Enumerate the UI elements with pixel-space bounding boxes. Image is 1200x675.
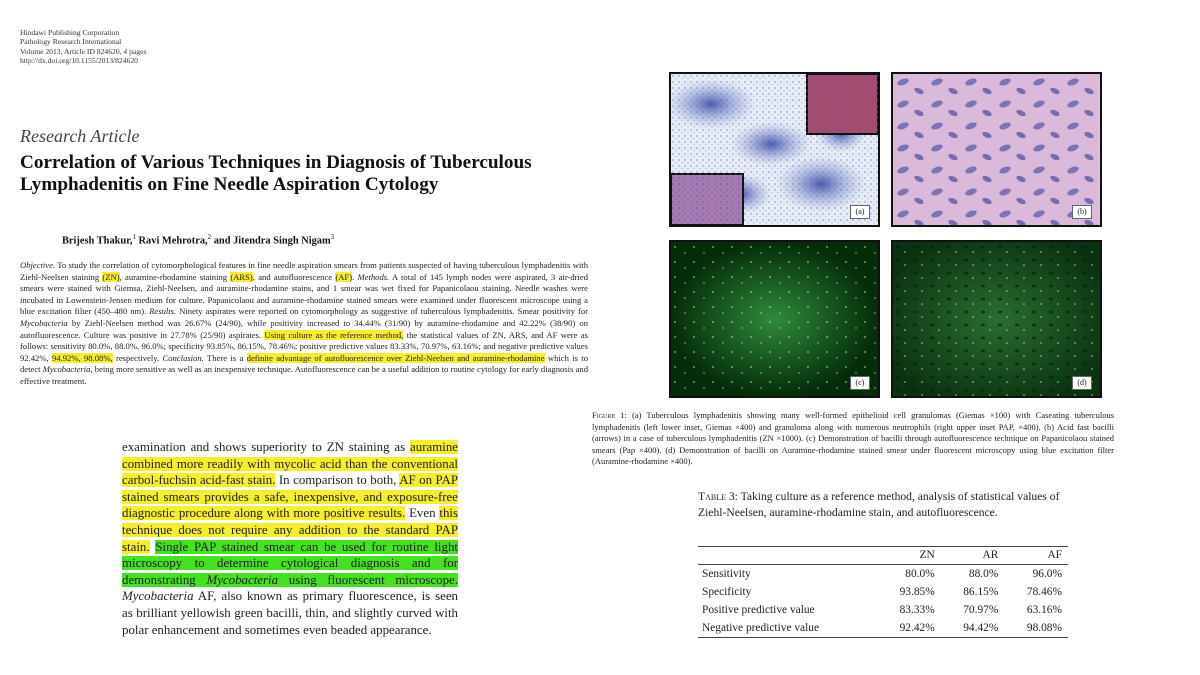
abstract-text: There is a (203, 352, 247, 363)
table-cell: 96.0% (1032, 568, 1062, 580)
body-text: In comparison to both, (275, 473, 400, 488)
abstract-text: which is to detect (20, 352, 588, 375)
table-header-cell: AF (1047, 549, 1062, 561)
publisher-name: Hindawi Publishing Corporation (20, 28, 120, 37)
objective-label: Objective. (20, 260, 56, 270)
table-row (698, 601, 1068, 619)
abstract-text: , being more sensitive as well as an inexpensive technique. Autofluorescence can be a useful addition to routine cytology for early diagnosis and effective treatment. (20, 364, 588, 386)
article-type: Research Article (20, 126, 140, 146)
table-cell: 94.42% (963, 622, 999, 634)
highlight-green-mycobacteria: Mycobacteria (206, 572, 279, 587)
abstract-text: , auramine-rhodamine staining (119, 271, 231, 282)
table-caption-label: Table 3: (698, 490, 738, 503)
table-cell: 86.15% (963, 586, 999, 598)
highlight-yellow: AF on PAP stained smears provides a safe, inexpensive, and exposure-free diagnostic procedure along with more positive results. (122, 473, 459, 521)
highlight-zn: (ZN) (102, 271, 120, 282)
table-caption-text: Taking culture as a reference method, analysis of statistical values of Ziehl-Neelsen, auramine-rhodamine stain, and autofluorescence. (698, 490, 1060, 519)
figure-caption-text: (a) Tuberculous lymphadenitis showing many well-formed epithelioid cell granulomas (Giemas ×100) with Caseating tuberculous lymphadenitis (left lower inset, Giemas ×400) and granuloma along with numerous neutrophils (right upper inset PAP, ×400). (b) Acid fast bacilli (arrows) in a case of tuberculous lymphadenitis (ZN ×1000). (c) Demonstration of bacilli through autofluorescence technique on Papanicolaou stained smears (Pap ×400). (d) Demonstration of bacilli on Auramine-rhodamine stained smear under fluorescent microscopy using blue excitation filter (Auramine-rhodamine ×400). (592, 410, 1114, 466)
autofluorescence-micrograph (671, 242, 878, 396)
abstract-text: the statistical values of ZN, ARS, and AF were as follows: sensitivity 80.0%, 88.0%, 96.0%; specificity 93.85%, 86.15%, 78.46%; positive predictive values 83.33%, 70.97%, 63.16%; and negative predictive values 92.42%, (20, 329, 588, 363)
table-cell: 80.0% (905, 568, 935, 580)
table-header-cell (698, 547, 877, 565)
figure-panel-d (891, 240, 1102, 398)
table-cell: 63.16% (1026, 604, 1062, 616)
row-label: Negative predictive value (702, 622, 820, 634)
abstract-text: To study the correlation of cytomorphological features in fine needle aspiration smears from patients suspected of having tuberculous lymphadenitis with Ziehl-Neelsen staining (20, 260, 588, 282)
abstract-text: respectively. (112, 352, 163, 363)
journal-header (20, 28, 146, 66)
row-label: Positive predictive value (702, 604, 815, 616)
panel-label-a: (a) (850, 205, 870, 219)
mycobacteria-term: Mycobacteria (20, 317, 68, 328)
table-caption (698, 489, 1070, 520)
table-cell: 93.85% (899, 586, 935, 598)
mycobacteria-term: Mycobacteria (42, 364, 91, 375)
table-row (698, 583, 1068, 601)
highlight-green: using fluorescent microscope. (278, 572, 458, 587)
journal-name: Pathology Research International (20, 37, 122, 47)
figure-caption-label: Figure 1: (592, 410, 627, 420)
table-cell: 98.08% (1026, 622, 1062, 634)
highlight-yellow: this technique does not require any addition to the standard PAP stain. (122, 506, 459, 554)
table-cell: 78.46% (1026, 586, 1062, 598)
author-list (62, 233, 334, 246)
auramine-micrograph (893, 242, 1100, 396)
giemsa-micrograph (671, 74, 878, 225)
abstract-text: A total of 145 lymph nodes were aspirated, 3 air-dried smears were stained with Giemsa, Ziehl-Neelsen, and auramine-rhodamine stains, and 1 smear was wet fixed for Papanicolaou staining. Needle washes were incubated in Lowenstein-Jensen medium for culture. Papanicolaou and auramine-rhodamine stained smears were examined under fluorescent microscope using a blue excitation filter (450–480 nm). (20, 271, 589, 317)
figure-panel-b (891, 72, 1102, 227)
highlight-green: Single PAP stained smear can be used for routine light microscopy to determine cytological diagnosis and for demonstrating (122, 539, 458, 587)
figure-caption (592, 410, 1114, 468)
abstract-text: by Ziehl-Neelsen method was 26.67% (24/90), while positivity increased to 34.44% (31/90) by auramine-rhodamine and 42.22% (38/90) on autofluorescence. Culture was positive in 27.78% (25/90) aspirates. (20, 317, 588, 340)
table-header-cell: AR (982, 549, 999, 561)
author-3-affiliation: 3 (330, 233, 335, 241)
paper-title: Correlation of Various Techniques in Diagnosis of Tuberculous Lymphadenitis on Fine Needle Aspiration Cytology (20, 152, 532, 195)
author-1-affiliation: 1 (132, 233, 136, 241)
table-header-row (698, 547, 1068, 565)
author-2-affiliation: 2 (207, 233, 212, 241)
body-text: Even (405, 506, 440, 521)
statistics-table (698, 546, 1068, 638)
figure-panel-c (669, 240, 880, 398)
highlight-yellow: auramine combined more readily with mycolic acid than the conventional carbol-fuchsin acid-fast stain. (122, 440, 458, 488)
author-1: Brijesh Thakur, (62, 235, 133, 247)
author-3: and Jitendra Singh Nigam (211, 235, 331, 247)
body-paragraph (122, 439, 458, 638)
body-text: examination and shows superiority to ZN staining as (122, 440, 411, 454)
highlight-npv-values: 94.92%, 98.08%, (52, 352, 113, 363)
abstract-text: , and autofluorescence (252, 271, 336, 282)
table-row (698, 619, 1068, 638)
volume-info: Volume 2013, Article ID 824620, 4 pages (20, 46, 147, 56)
highlight-reference-method: Using culture as the reference method, (264, 329, 404, 340)
highlight-conclusion: definite advantage of autofluorescence over Ziehl-Neelsen and auramine-rhodamine (246, 352, 545, 363)
abstract-text: . (352, 271, 358, 282)
zn-micrograph (893, 74, 1100, 225)
doi-link[interactable]: http://dx.doi.org/10.1155/2013/824620 (20, 56, 138, 66)
table-row (698, 565, 1068, 584)
highlight-af: (AF) (335, 271, 353, 282)
figure-panel-a (669, 72, 880, 227)
body-text: AF, also known as primary fluorescence, is seen as brilliant yellowish green bacilli, thin, and slightly curved with polar enhancement and sometimes even beaded appearance. (122, 589, 458, 637)
abstract-text: Ninety aspirates were reported on cytomorphology as suggestive of tuberculous lymphadenitis. Smear positivity for (176, 306, 588, 317)
mycobacteria-term: Mycobacteria (122, 589, 194, 604)
panel-label-c: (c) (850, 376, 870, 390)
table-header-cell: ZN (919, 549, 935, 561)
conclusion-label: Conclusion. (162, 352, 204, 363)
abstract (20, 260, 588, 388)
panel-label-d: (d) (1072, 376, 1092, 390)
table-cell: 83.33% (899, 604, 935, 616)
results-label: Results. (149, 306, 177, 317)
methods-label: Methods. (357, 271, 390, 282)
table-cell: 70.97% (963, 604, 999, 616)
row-label: Specificity (702, 586, 752, 598)
table-cell: 88.0% (968, 568, 999, 580)
table-cell: 92.42% (899, 622, 935, 634)
panel-label-b: (b) (1072, 205, 1092, 219)
author-2: Ravi Mehrotra, (135, 235, 208, 247)
highlight-ars: (ARS) (230, 271, 253, 282)
row-label: Sensitivity (702, 568, 751, 580)
